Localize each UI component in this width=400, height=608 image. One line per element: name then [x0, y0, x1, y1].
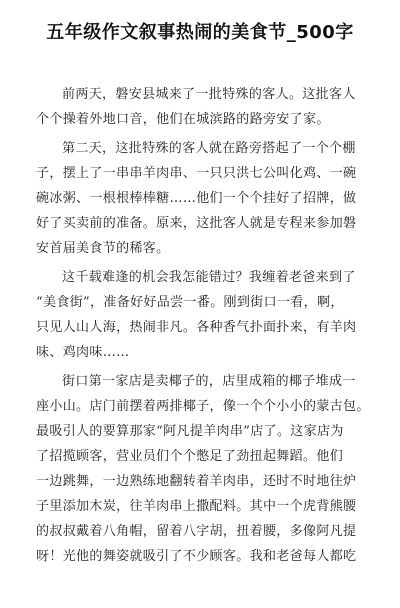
text-line: 一边跳舞，一边熟练地翻转着羊肉串，还时不时地往炉 — [36, 474, 357, 489]
text-line: 街口第一家店是卖椰子的，店里成箱的椰子堆成一 — [62, 374, 356, 389]
text-line: “美食街”，准备好好品尝一番。刚到街口一看，啊， — [36, 295, 344, 310]
text-line: 子里添加木炭，往羊肉串上撒配料。其中一个虎背熊腰 — [36, 499, 357, 514]
text-line: 味、鸡肉味…… — [36, 345, 130, 360]
document-title: 五年级作文叙事热闹的美食节_500字 — [46, 22, 354, 43]
text-line: 第二天，这批特殊的客人就在路旁搭起了一个个棚 — [62, 141, 356, 156]
paragraph — [36, 136, 376, 261]
paragraph — [36, 82, 376, 132]
text-line: 呀！光他的舞姿就吸引了不少顾客。我和老爸每人都吃 — [36, 549, 357, 564]
text-line: 安首届美食节的稀客。 — [36, 241, 170, 256]
text-line: 好了买卖前的准备。原来，这批客人就是专程来参加磐 — [36, 216, 357, 231]
text-line: 前两天，磐安县城来了一批特殊的客人。这批客人 — [62, 87, 356, 102]
text-line: 子，摆上了一串串羊肉串、一只只洪七公叫化鸡、一碗 — [36, 166, 357, 181]
text-line: 这千载难逢的机会我怎能错过？我缠着老爸来到了 — [62, 270, 356, 285]
paragraph — [36, 369, 376, 569]
text-line: 座小山。店门前摆着两排椰子，像一个个小小的蒙古包。 — [36, 399, 370, 414]
text-line: 碗冰粥、一根根棒棒糖……他们一个个挂好了招牌，做 — [36, 191, 357, 206]
document-body — [36, 82, 376, 573]
text-line: 个个操着外地口音，他们在城滨路的路旁安了家。 — [36, 112, 330, 127]
text-line: 了招揽顾客，营业员们个个憋足了劲扭起舞蹈。他们 — [36, 449, 344, 464]
text-line: 最吸引人的要算那家“阿凡提羊肉串”店了。这家店为 — [36, 424, 344, 439]
text-line: 的叔叔戴着八角帽，留着八字胡，扭着腰，多像阿凡提 — [36, 524, 357, 539]
text-line: 只见人山人海，热闹非凡。各种香气扑面扑来，有羊肉 — [36, 320, 357, 335]
paragraph — [36, 265, 376, 365]
